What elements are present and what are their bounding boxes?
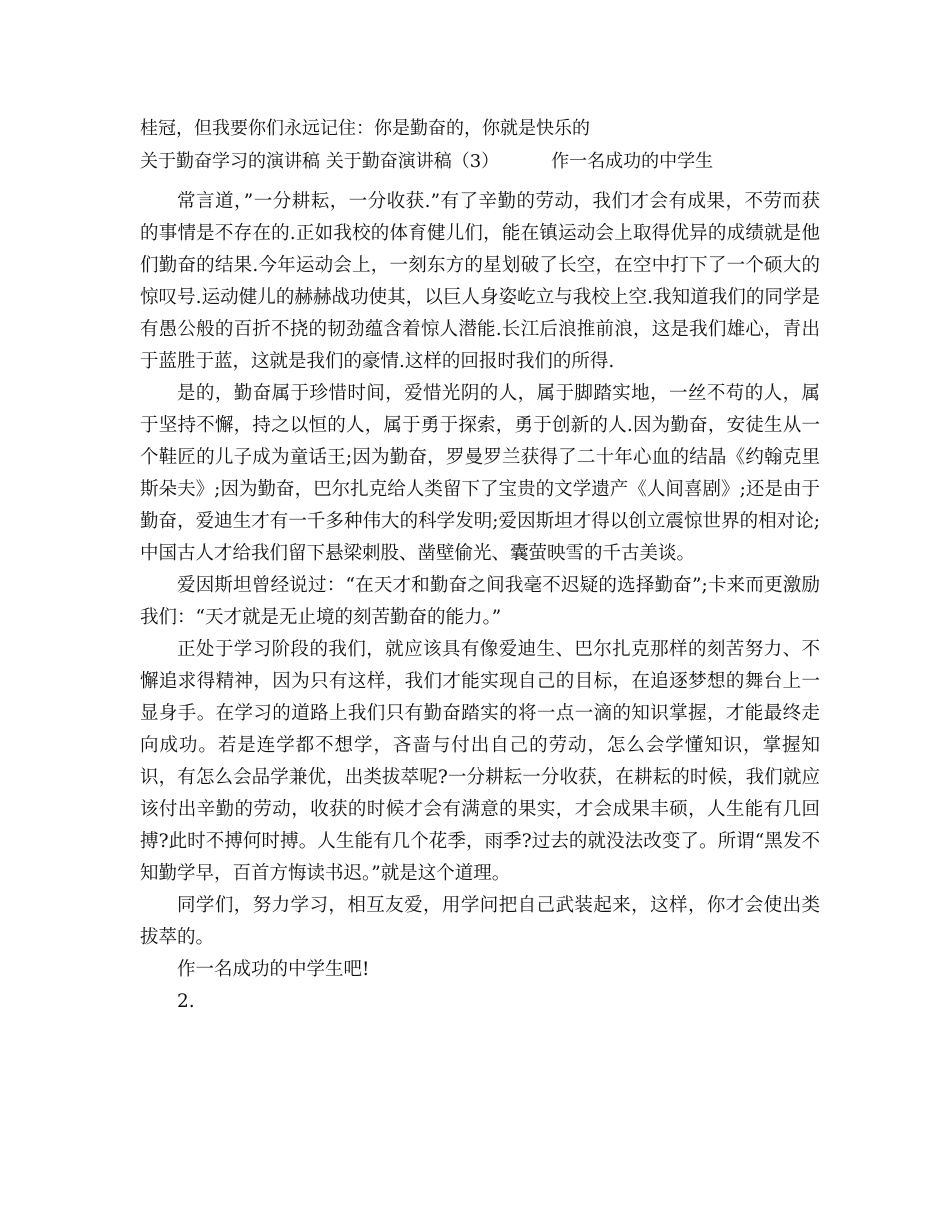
paragraph: 是的，勤奋属于珍惜时间，爱惜光阴的人，属于脚踏实地，一丝不苟的人，属于坚持不懈，持之以恒的人，属于勇于探索，勇于创新的人.因为勤奋，安徒生从一个鞋匠的儿子成为童话王;因为勤奋，罗曼罗兰获得了二十年心血的结晶《约翰克里斯朵夫》;因为勤奋，巴尔扎克给人类留下了宝贵的文学遗产《人间喜剧》;还是由于勤奋，爱迪生才有一千多种伟大的科学发明;爱因斯坦才得以创立震惊世界的相对论;中国古人才给我们留下悬梁刺股、凿壁偷光、囊萤映雪的千古美谈。 — [140, 383, 820, 564]
paragraph: 同学们，努力学习，相互友爱，用学问把自己武装起来，这样，你才会使出类拔萃的。 — [140, 895, 820, 948]
section-heading-subtitle: 作一名成功的中学生 — [551, 151, 714, 172]
list-number: 2. — [177, 991, 195, 1012]
paragraph: 常言道，”一分耕耘，一分收获.”有了辛勤的劳动，我们才会有成果，不劳而获的事情是不存在的.正如我校的体育健儿们，能在镇运动会上取得优异的成绩就是他们勤奋的结果.今年运动会上，一刻东方的星划破了长空，在空中打下了一个硕大的惊叹号.运动健儿的赫赫战功使其，以巨人身姿屹立与我校上空.我知道我们的同学是有愚公般的百折不挠的韧劲蕴含着惊人潜能.长江后浪推前浪，这是我们雄心，青出于蓝胜于蓝，这就是我们的豪情.这样的回报时我们的所得. — [140, 191, 820, 372]
document-body — [140, 117, 820, 1018]
paragraph: 正处于学习阶段的我们，就应该具有像爱迪生、巴尔扎克那样的刻苦努力、不懈追求得精神，因为只有这样，我们才能实现自己的目标，在追逐梦想的舞台上一显身手。在学习的道路上我们只有勤奋踏实的将一点一滴的知识掌握，才能最终走向成功。若是连学都不想学，吝啬与付出自己的劳动，怎么会学懂知识，掌握知识，有怎么会品学兼优，出类拔萃呢?一分耕耘一分收获，在耕耘的时候，我们就应该付出辛勤的劳动，收获的时候才会有满意的果实，才会成果丰硕，人生能有几回搏?此时不搏何时搏。人生能有几个花季，雨季?过去的就没法改变了。所谓“黑发不知勤学早，百首方悔读书迟。”就是这个道理。 — [140, 639, 820, 884]
closing-line: 作一名成功的中学生吧! — [177, 959, 370, 980]
section-heading-title: 关于勤奋学习的演讲稿 关于勤奋演讲稿（3） — [140, 151, 500, 172]
continued-text-line: 桂冠，但我要你们永远记住：你是勤奋的，你就是快乐的 — [140, 118, 590, 139]
paragraph: 爱因斯坦曾经说过：“在天才和勤奋之间我毫不迟疑的选择勤奋”;卡来而更激励我们：“天才就是无止境的刻苦勤奋的能力。” — [140, 575, 820, 628]
section-heading — [140, 150, 820, 174]
